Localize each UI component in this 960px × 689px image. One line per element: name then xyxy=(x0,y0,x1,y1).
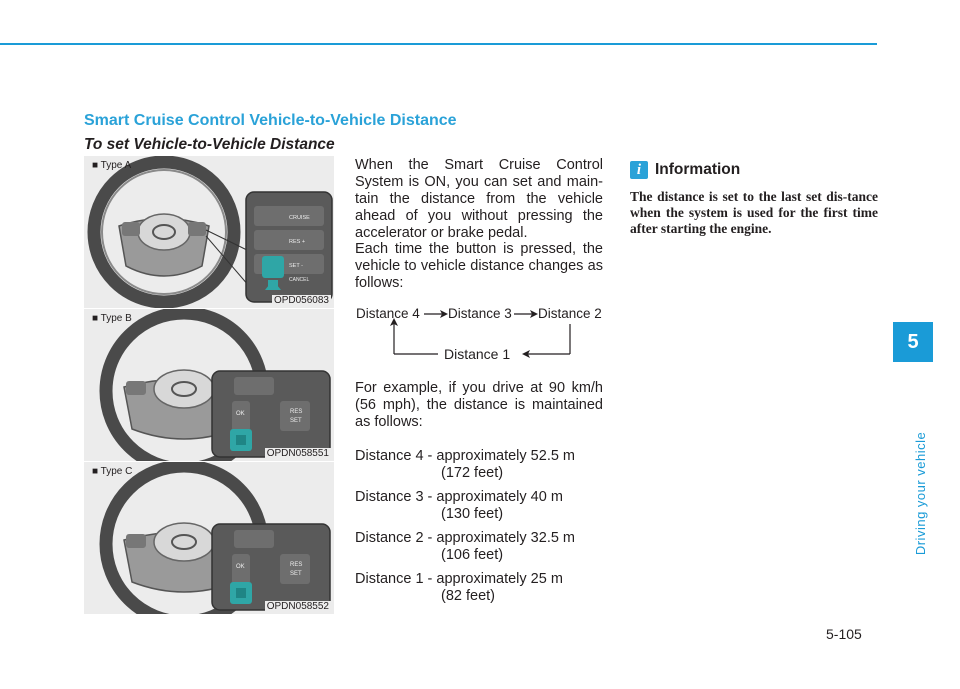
cancel-label: CANCEL xyxy=(289,277,310,283)
figure-b-code: OPDN058551 xyxy=(266,448,329,459)
distance-1-label: Distance 1 xyxy=(444,346,511,362)
steering-wheel-c-illustration xyxy=(84,462,334,614)
chapter-title: Driving your vehicle xyxy=(913,431,928,556)
distance-2-feet: (106 feet) xyxy=(441,547,504,563)
figure-c-label: ■ Type C xyxy=(92,466,133,477)
figure-type-b xyxy=(84,309,334,461)
figure-type-a xyxy=(84,156,334,308)
res-label: RES xyxy=(290,562,303,568)
distance-list xyxy=(355,448,615,612)
set-label: SET xyxy=(290,418,302,424)
steering-wheel-b-illustration xyxy=(84,309,334,461)
res-label: RES + xyxy=(289,239,306,245)
list-item xyxy=(355,571,615,605)
cruise-label: CRUISE xyxy=(289,215,310,221)
section-title: Smart Cruise Control Vehicle-to-Vehicle Distance xyxy=(84,112,457,129)
sub-title: To set Vehicle-to-Vehicle Distance xyxy=(84,136,335,153)
set-label: SET xyxy=(290,571,302,577)
set-label: SET - xyxy=(289,263,303,269)
information-icon: i xyxy=(630,161,648,179)
list-item xyxy=(355,448,615,482)
example-paragraph: For example, if you drive at 90 km/h (56 mph), the distance is maintained as follows: xyxy=(355,380,603,430)
distance-cycle-diagram xyxy=(352,302,614,368)
figure-b-label: ■ Type B xyxy=(92,313,132,324)
page-number: 5-105 xyxy=(826,626,862,642)
distance-4-feet: (172 feet) xyxy=(441,465,504,481)
information-title: Information xyxy=(655,161,741,178)
distance-4-label: Distance 4 xyxy=(356,306,420,321)
cycle-paragraph: Each time the button is pressed, the vehicle to vehicle distance changes as follows: xyxy=(355,241,603,291)
distance-1-value: Distance 1 - approximately 25 m xyxy=(355,571,563,587)
ok-label: OK xyxy=(236,411,245,417)
list-item xyxy=(355,489,615,523)
distance-2-label: Distance 2 xyxy=(538,306,602,321)
figure-a-code: OPD056083 xyxy=(273,295,329,306)
distance-4-value: Distance 4 - approximately 52.5 m xyxy=(355,448,576,464)
chapter-title-vertical xyxy=(903,370,928,556)
distance-3-label: Distance 3 xyxy=(448,306,512,321)
distance-1-feet: (82 feet) xyxy=(441,588,495,604)
figure-type-c xyxy=(84,462,334,614)
res-label: RES xyxy=(290,409,303,415)
figure-c-code: OPDN058552 xyxy=(266,601,329,612)
steering-wheel-a-illustration xyxy=(84,156,334,308)
distance-3-value: Distance 3 - approximately 40 m xyxy=(355,489,563,505)
distance-3-feet: (130 feet) xyxy=(441,506,504,522)
distance-2-value: Distance 2 - approximately 32.5 m xyxy=(355,530,576,546)
list-item xyxy=(355,530,615,564)
figure-a-label: ■ Type A xyxy=(92,160,132,171)
header-rule xyxy=(0,43,877,45)
intro-paragraph: When the Smart Cruise Control System is ON, you can set and main-tain the distance from the vehicle ahead of you without pressing the accelerator or brake pedal. xyxy=(355,157,603,241)
information-text: The distance is set to the last set dis-tance when the system is used for the first time after starting the engine. xyxy=(630,189,878,236)
ok-label: OK xyxy=(236,564,245,570)
chapter-tab: 5 xyxy=(893,322,933,362)
